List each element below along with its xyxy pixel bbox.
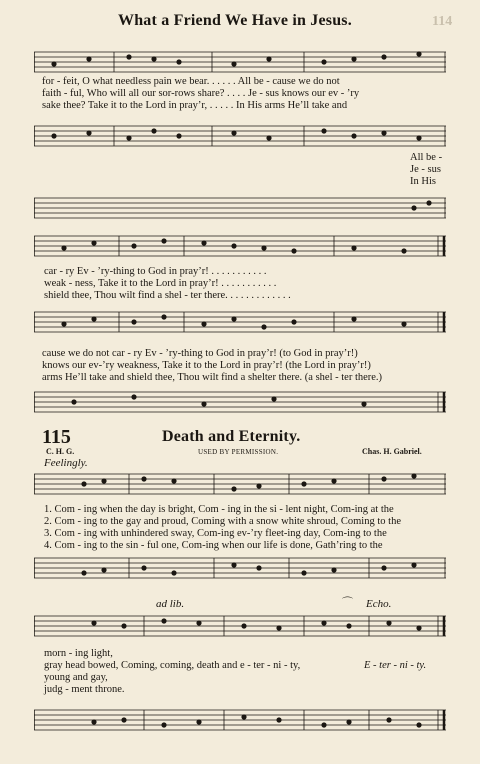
- lyric-line: weak - ness, Take it to the Lord in pray’r! . . . . . . . . . . .: [44, 278, 277, 289]
- music-staff-treble-5: [34, 608, 446, 644]
- fermata-icon: ⌒: [342, 597, 353, 609]
- music-staff-treble-3: [34, 228, 446, 264]
- music-staff-treble-4: [34, 468, 446, 504]
- ad-lib-marking: ad lib.: [156, 598, 185, 610]
- lyricist-credit: C. H. G.: [46, 447, 75, 456]
- lyric-line: judg - ment throne.: [44, 684, 125, 695]
- lyric-line: gray head bowed, Coming, coming, death and e - ter - ni - ty,: [44, 660, 301, 671]
- lyric-line: In His: [410, 176, 436, 187]
- page-number: 114: [432, 14, 453, 29]
- music-staff-bass-3: [34, 384, 446, 420]
- hymn-number: 115: [42, 426, 71, 448]
- lyric-line: car - ry Ev - ’ry-thing to God in pray’r! . . . . . . . . . . .: [44, 266, 267, 277]
- lyric-line: sake thee? Take it to the Lord in pray’r, . . . . . In His arms He’ll take and: [42, 100, 348, 111]
- lyric-line: arms He’ll take and shield thee, Thou wilt find a shelter there. (a shel - ter there.): [42, 372, 383, 383]
- verse-line: 2. Com - ing to the gay and proud, Coming with a snow white shroud, Coming to the: [44, 516, 401, 527]
- echo-lyric: E - ter - ni - ty.: [364, 660, 427, 671]
- music-staff-treble-2: [34, 188, 446, 224]
- lyric-line: Je - sus: [410, 164, 441, 175]
- music-staff-treble-1: [34, 38, 446, 74]
- lyric-line: knows our ev-’ry weakness, Take it to the Lord in pray’r! (the Lord in pray’r!): [42, 360, 371, 371]
- hymn-title: Death and Eternity.: [162, 428, 301, 445]
- music-staff-bass-5: [34, 700, 446, 740]
- hymn-title: What a Friend We Have in Jesus.: [118, 12, 352, 29]
- music-staff-bass-1: [34, 112, 446, 152]
- lyric-line: for - feit, O what needless pain we bear. . . . . . All be - cause we do not: [42, 76, 340, 87]
- music-staff-bass-2: [34, 302, 446, 342]
- permission-note: USED BY PERMISSION.: [198, 448, 279, 456]
- tempo-marking: Feelingly.: [44, 457, 88, 469]
- composer-credit: Chas. H. Gabriel.: [362, 447, 422, 456]
- lyric-line: faith - ful, Who will all our sor-rows share? . . . . Je - sus knows our ev - ’ry: [42, 88, 360, 99]
- lyric-line: morn - ing light,: [44, 648, 113, 659]
- verse-line: 3. Com - ing with unhindered sway, Com-ing ev-’ry fleet-ing day, Com-ing to the: [44, 528, 387, 539]
- lyric-line: young and gay,: [44, 672, 108, 683]
- lyric-line: All be -: [410, 152, 443, 163]
- verse-line: 4. Com - ing to the sin - ful one, Com-ing when our life is done, Gath’ring to the: [44, 540, 383, 551]
- lyric-line: cause we do not car - ry Ev - ’ry-thing to God in pray’r! (to God in pray’r!): [42, 348, 358, 359]
- echo-marking: Echo.: [366, 598, 392, 610]
- verse-line: 1. Com - ing when the day is bright, Com - ing in the si - lent night, Com-ing at the: [44, 504, 394, 515]
- lyric-line: shield thee, Thou wilt find a shel - ter there. . . . . . . . . . . . .: [44, 290, 291, 301]
- music-staff-bass-4: [34, 552, 446, 588]
